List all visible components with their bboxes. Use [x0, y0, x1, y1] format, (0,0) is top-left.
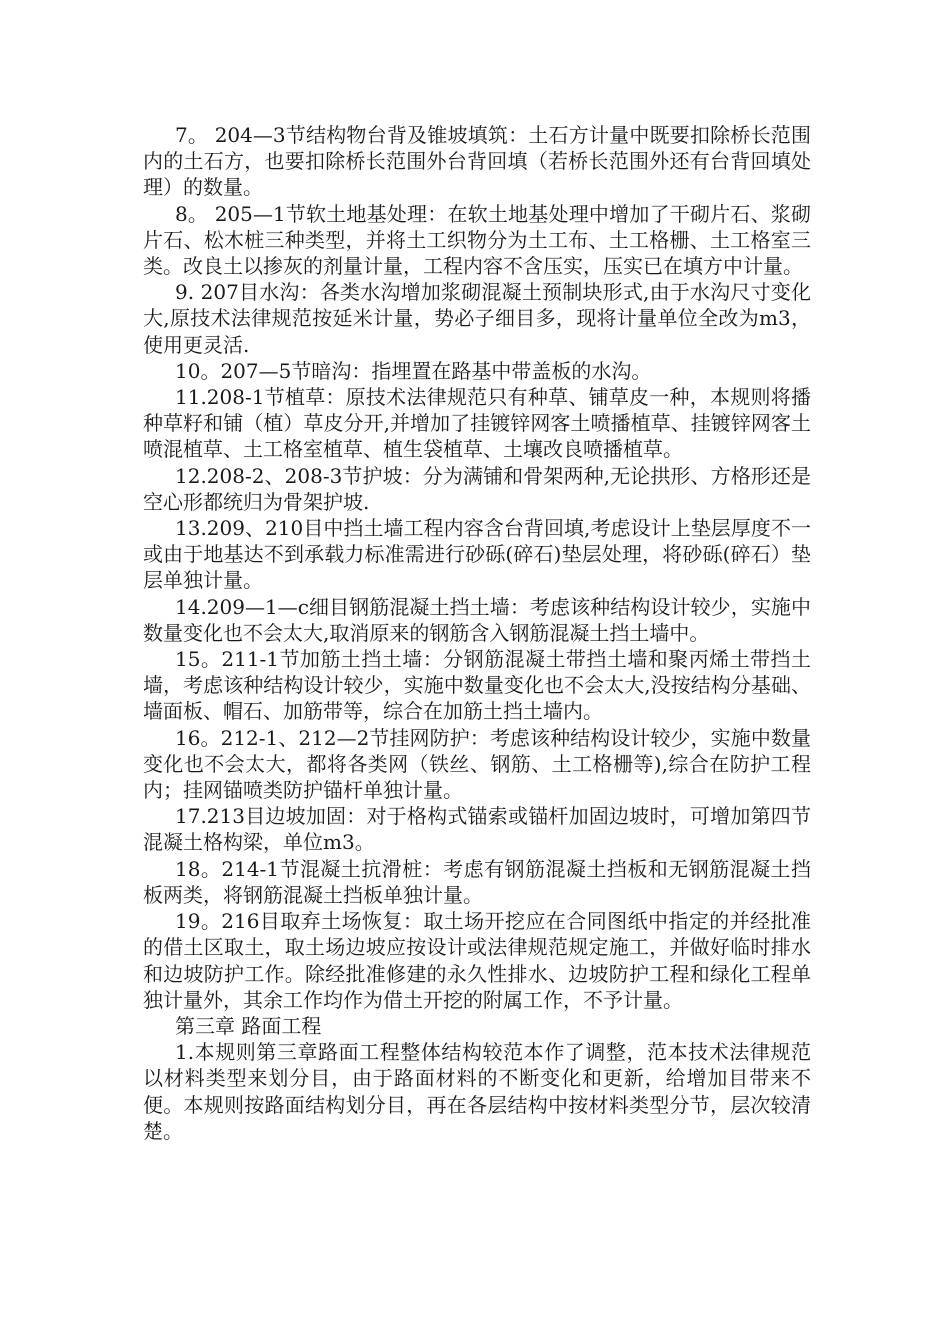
paragraph-14: 14.209—1—c细目钢筋混凝土挡土墙：考虑该种结构设计较少，实施中数量变化也不会太大,取消原来的钢筋含入钢筋混凝土挡土墙中。 [143, 594, 811, 645]
paragraph-12: 12.208-2、208-3节护坡：分为满铺和骨架两种,无论拱形、方格形还是空心形都统归为骨架护坡. [143, 463, 811, 514]
paragraph-18: 18。214-1节混凝土抗滑桩：考虑有钢筋混凝土挡板和无钢筋混凝土挡板两类，将钢筋混凝土挡板单独计量。 [143, 856, 811, 907]
paragraph-8: 8。 205—1节软土地基处理：在软土地基处理中增加了干砌片石、浆砌片石、松木桩三种类型，并将土工织物分为土工布、土工格栅、土工格室三类。改良土以掺灰的剂量计量，工程内容不含压实，压实已在填方中计量。 [143, 201, 811, 279]
paragraph-19: 19。216目取弃土场恢复：取土场开挖应在合同图纸中指定的并经批准的借土区取土，取土场边坡应按设计或法律规范规定施工，并做好临时排水和边坡防护工作。除经批准修建的永久性排水、边坡防护工程和绿化工程单独计量外，其余工作均作为借土开挖的附属工作，不予计量。 [143, 909, 811, 1012]
paragraph-10: 10。207—5节暗沟：指埋置在路基中带盖板的水沟。 [175, 358, 652, 383]
paragraph-15: 15。211-1节加筋土挡土墙：分钢筋混凝土带挡土墙和聚丙烯土带挡土墙，考虑该种结构设计较少，实施中数量变化也不会太大,没按结构分基础、墙面板、帽石、加筋带等，综合在加筋土挡土墙内。 [143, 647, 811, 724]
paragraph-7: 7。 204—3节结构物台背及锥坡填筑：土石方计量中既要扣除桥长范围内的土石方，也要扣除桥长范围外台背回填（若桥长范围外还有台背回填处理）的数量。 [143, 123, 811, 200]
document-page [143, 122, 811, 1144]
paragraph-9: 9. 207目水沟：各类水沟增加浆砌混凝土预制块形式,由于水沟尺寸变化大,原技术法律规范按延米计量，势必子细目多，现将计量单位全改为m3，使用更灵活. [143, 280, 811, 357]
paragraph-16: 16。212-1、212—2节挂网防护：考虑该种结构设计较少，实施中数量变化也不会太大，都将各类网（铁丝、钢筋、土工格栅等),综合在防护工程内；挂网锚喷类防护锚杆单独计量。 [143, 725, 811, 803]
chapter-heading: 第三章 路面工程 [175, 1013, 322, 1038]
paragraph-13: 13.209、210目中挡土墙工程内容含台背回填,考虑设计上垫层厚度不一或由于地基达不到承载力标准需进行砂砾(碎石)垫层处理，将砂砾(碎石）垫层单独计量。 [143, 516, 811, 593]
paragraph-17: 17.213目边坡加固：对于格构式锚索或锚杆加固边坡时，可增加第四节混凝土格构梁，单位m3。 [143, 804, 811, 855]
paragraph-ch3-1: 1.本规则第三章路面工程整体结构较范本作了调整，范本技术法律规范以材料类型来划分目，由于路面材料的不断变化和更新，给增加目带来不便。本规则按路面结构划分目，再在各层结构中按材料类型分节，层次较清楚。 [143, 1040, 811, 1143]
paragraph-11: 11.208-1节植草：原技术法律规范只有种草、铺草皮一种，本规则将播种草籽和铺（植）草皮分开,并增加了挂镀锌网客土喷播植草、挂镀锌网客土喷混植草、土工格室植草、植生袋植草、土壤改良喷播植草。 [143, 385, 811, 462]
